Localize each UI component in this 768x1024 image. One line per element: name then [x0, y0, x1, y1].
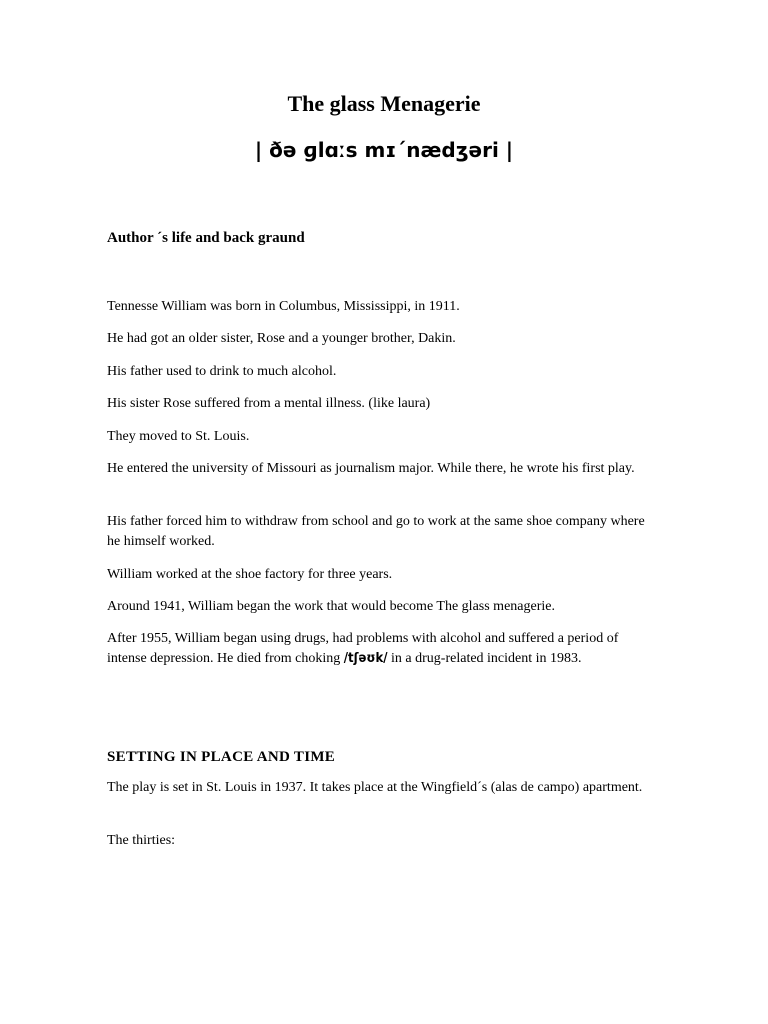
paragraph-text: After 1955, William began using drugs, had problems with alcohol and suffered a period of intense depression. He died from choking [107, 631, 619, 666]
title-pronunciation: | ðə ɡlɑːs mɪˊnædʒəri | [254, 138, 514, 162]
paragraph: His father used to drink to much alcohol. [107, 364, 337, 379]
paragraph: They moved to St. Louis. [107, 429, 250, 444]
section-heading-setting: SETTING IN PLACE AND TIME [107, 749, 336, 765]
ipa-transcription: /tʃəʊk/ [343, 651, 388, 666]
paragraph: His sister Rose suffered from a mental illness. (like laura) [107, 396, 431, 411]
document-title: The glass Menagerie [287, 91, 481, 116]
paragraph: Around 1941, William began the work that would become The glass menagerie. [107, 599, 555, 614]
paragraph: His father forced him to withdraw from school and go to work at the same shoe company where he himself worked. [107, 514, 645, 549]
paragraph: He had got an older sister, Rose and a younger brother, Dakin. [107, 331, 456, 346]
paragraph-last [107, 629, 647, 669]
paragraph-text: in a drug-related incident in 1983. [387, 651, 582, 666]
paragraph: The play is set in St. Louis in 1937. It takes place at the Wingfield´s (alas de campo) apartment. [107, 780, 643, 795]
paragraph: The thirties: [107, 833, 176, 848]
paragraph: Tennesse William was born in Columbus, Mississippi, in 1911. [107, 299, 460, 314]
paragraph: He entered the university of Missouri as journalism major. While there, he wrote his first play. [107, 461, 635, 476]
section-heading-author-life: Author ´s life and back graund [107, 230, 305, 246]
paragraph: William worked at the shoe factory for three years. [107, 567, 393, 582]
